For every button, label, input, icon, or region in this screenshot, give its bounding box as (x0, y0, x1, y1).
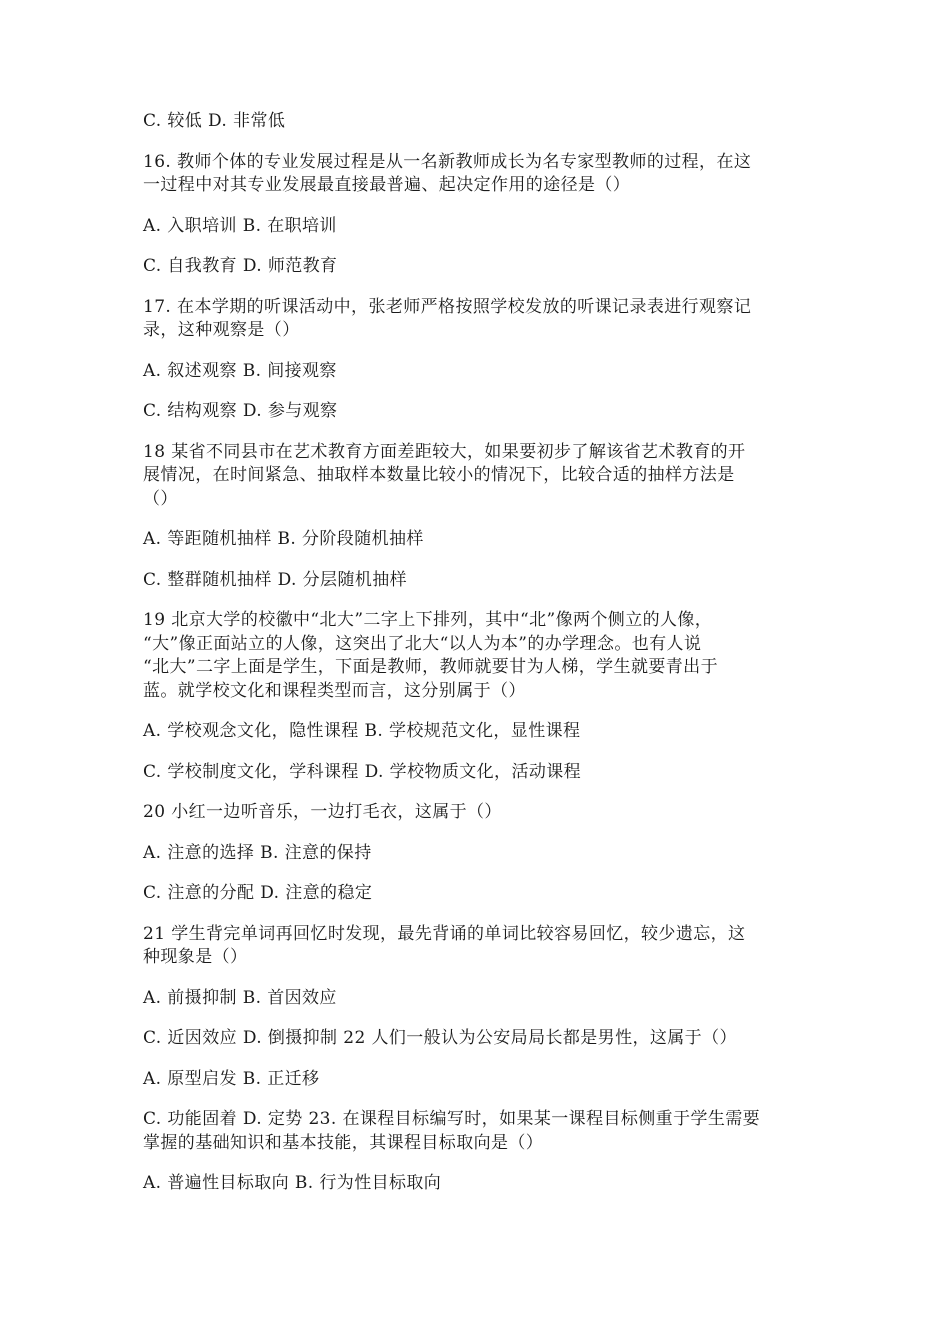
option-line-17-ab: A. 叙述观察 B. 间接观察 (143, 360, 337, 381)
option-line-18-cd: C. 整群随机抽样 D. 分层随机抽样 (143, 569, 408, 590)
question-19: 19 北京大学的校徽中“北大”二字上下排列，其中“北”像两个侧立的人像， “大”像正面站立的人像，这突出了北大“以人为本”的办学理念。也有人说 “北大”二字上面是学生，下面是教师，教师就要甘为人梯，学生就要青出于 蓝。就学校文化和课程类型而言，这分别属于（） (143, 610, 718, 701)
question-17: 17. 在本学期的听课活动中，张老师严格按照学校发放的听课记录表进行观察记 录，这种观察是（） (143, 296, 752, 340)
question-16: 16. 教师个体的专业发展过程是从一名新教师成长为名专家型教师的过程，在这 一过程中对其专业发展最直接最普遍、起决定作用的途径是（） (143, 151, 752, 195)
option-line-20-cd: C. 注意的分配 D. 注意的稳定 (143, 883, 373, 903)
option-line-22-cd-question-23: C. 功能固着 D. 定势 23. 在课程目标编写时，如果某一课程目标侧重于学生需要 掌握的基础知识和基本技能，其课程目标取向是（） (143, 1109, 761, 1153)
option-line-16-ab: A. 入职培训 B. 在职培训 (143, 215, 337, 236)
option-line-23-ab: A. 普遍性目标取向 B. 行为性目标取向 (143, 1173, 442, 1193)
option-line-22-ab: A. 原型启发 B. 正迁移 (143, 1068, 320, 1089)
option-line-17-cd: C. 结构观察 D. 参与观察 (143, 401, 338, 421)
question-20: 20 小红一边听音乐，一边打毛衣，这属于（） (143, 802, 502, 822)
question-18: 18 某省不同县市在艺术教育方面差距较大，如果要初步了解该省艺术教育的开 展情况，在时间紧急、抽取样本数量比较小的情况下，比较合适的抽样方法是 （） (143, 441, 746, 509)
option-line-21-cd-question-22: C. 近因效应 D. 倒摄抑制 22 人们一般认为公安局局长都是男性，这属于（） (143, 1028, 737, 1048)
option-line-21-ab: A. 前摄抑制 B. 首因效应 (143, 987, 337, 1008)
option-line-18-ab: A. 等距随机抽样 B. 分阶段随机抽样 (143, 529, 424, 549)
option-line-19-cd: C. 学校制度文化，学科课程 D. 学校物质文化，活动课程 (143, 761, 582, 782)
option-line-15-cd: C. 较低 D. 非常低 (143, 111, 286, 131)
option-line-19-ab: A. 学校观念文化，隐性课程 B. 学校规范文化，显性课程 (143, 721, 581, 741)
question-21: 21 学生背完单词再回忆时发现，最先背诵的单词比较容易回忆，较少遗忘，这 种现象是（） (143, 923, 746, 967)
question-list (143, 110, 813, 1213)
option-line-16-cd: C. 自我教育 D. 师范教育 (143, 256, 338, 276)
option-line-20-ab: A. 注意的选择 B. 注意的保持 (143, 842, 372, 863)
